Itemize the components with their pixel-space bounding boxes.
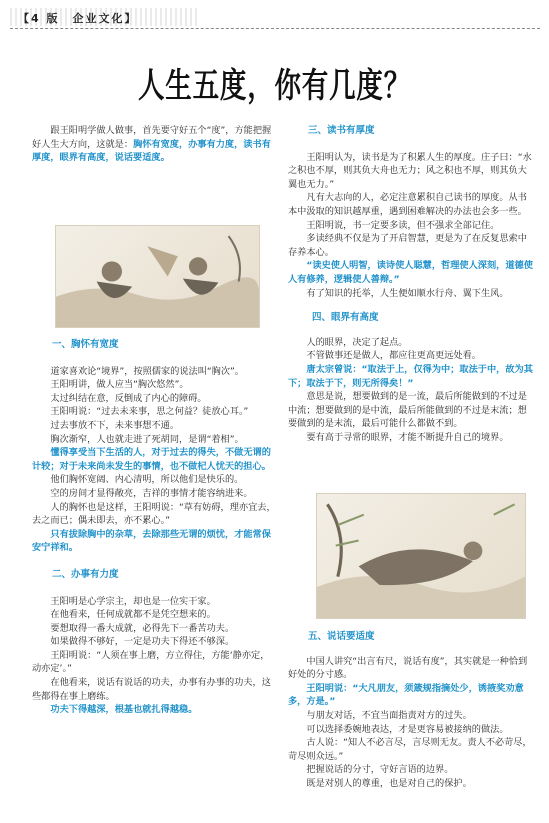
s3-paragraph: 多读经典不仅是为了开启智慧，更是为了在反复思索中存养本心。 bbox=[288, 233, 527, 258]
s4-paragraph: 意思是说，想要做到的是一流，最后所能做到的不过是中流；想要做到的是中流，最后所能做到的不过是末流；想要做到的是末流，最后可能什么都做不到。 bbox=[288, 391, 527, 430]
s1-paragraph: 王阳明讲，做人应当“胸次悠然”。 bbox=[50, 379, 189, 391]
section-1-title: 一、胸怀有宽度 bbox=[52, 339, 119, 350]
illustration-scholars bbox=[55, 225, 260, 328]
s1-paragraph: 他们胸怀宽阔、内心清明，所以他们是快乐的。 bbox=[50, 474, 244, 486]
left-column bbox=[32, 124, 278, 165]
s2-paragraph: 在他看来，任何成就都不是凭空想来的。 bbox=[50, 609, 216, 621]
s1-paragraph: 道家喜欢论“境界”，按照儒家的说法叫“胸次”。 bbox=[50, 365, 244, 377]
s2-paragraph: 要想取得一番大成就，必得先下一番苦功夫。 bbox=[50, 622, 235, 634]
intro-text: 跟王阳明学做人做事，首先要守好五个“度”，方能把握好人生大方向，这就是： bbox=[32, 125, 272, 150]
page-header bbox=[10, 8, 540, 28]
s4-highlight: 唐太宗曾说：“取法于上，仅得为中；取法于中，故为其下；取法于下，则无所得矣！” bbox=[288, 363, 533, 389]
s4-paragraph: 不管做事还是做人，都应往更高更远处看。 bbox=[306, 350, 481, 362]
s3-paragraph: 王阳明认为，读书是为了积累人生的厚度。庄子曰：“水之积也不厚，则其负大舟也无力；风之积也不厚，则其负大翼也无力。” bbox=[288, 151, 532, 190]
intro-paragraph bbox=[32, 124, 278, 165]
s5-paragraph: 既是对别人的尊重，也是对自己的保护。 bbox=[306, 777, 472, 789]
right-column-cont bbox=[288, 630, 536, 791]
right-column bbox=[288, 124, 536, 444]
article-title: 人生五度，你有几度？ bbox=[138, 66, 412, 106]
left-column-cont bbox=[32, 338, 278, 717]
s3-paragraph: 王阳明说，书一定要多读，但不强求全部记住。 bbox=[306, 219, 500, 231]
s2-paragraph: 如果做得不够好，一定是功夫下得还不够深。 bbox=[50, 636, 235, 648]
s5-paragraph: 可以选择委婉地表达，才是更容易被接纳的做法。 bbox=[306, 723, 509, 735]
s1-paragraph: 空的房间才显得敞亮，吉祥的事情才能容纳进来。 bbox=[50, 487, 253, 499]
s1-paragraph: 王阳明说：“过去未来事，思之何益？徒放心耳。” bbox=[50, 406, 249, 418]
s2-paragraph: 王阳明是心学宗主，却也是一位实干家。 bbox=[50, 595, 216, 607]
illustration-reclining-sage bbox=[316, 493, 526, 619]
s5-paragraph: 把握说话的分寸，守好言语的边界。 bbox=[306, 764, 454, 776]
s1-paragraph: 过去事放不下，未来事想不通。 bbox=[50, 419, 180, 431]
s2-highlight: 功夫下得越深，根基也就扎得越稳。 bbox=[50, 704, 198, 716]
s1-paragraph: 人的胸怀也是这样，王阳明说：“草有妨碍，理亦宜去，去之而已；偶未即去，亦不累心。” bbox=[32, 501, 276, 527]
s2-paragraph: 在他看来，说话有说话的功夫，办事有办事的功夫，这些都得在事上磨练。 bbox=[32, 677, 271, 702]
s1-highlight: 只有拔除胸中的杂草，去除那些无谓的烦忧，才能常保安宁祥和。 bbox=[32, 528, 271, 554]
intro-highlight: 胸怀有宽度，办事有力度，读书有厚度，眼界有高度，说话要适度。 bbox=[32, 138, 271, 164]
s2-paragraph: 王阳明说：“人须在事上磨，方立得住，方能‘静亦定，动亦定’。” bbox=[32, 649, 270, 675]
s3-paragraph: 有了知识的托举，人生便如顺水行舟、翼下生风。 bbox=[306, 287, 509, 299]
s1-paragraph: 胸次渐窄，人也就走进了死胡同，是谓“着相”。 bbox=[50, 433, 244, 445]
s3-highlight: “读史使人明智，读诗使人聪慧，哲理使人深刻，道德使人有修养，逻辑使人善辩。” bbox=[288, 260, 533, 285]
section-5-title: 五、说话要适度 bbox=[308, 631, 375, 642]
s4-paragraph: 要有高于寻常的眼界，才能不断提升自己的境界。 bbox=[306, 431, 509, 443]
section-tag: 【4 版 企业文化】 bbox=[18, 12, 138, 25]
section-3-title: 三、读书有厚度 bbox=[308, 125, 375, 136]
s5-paragraph: 与朋友对话，不宜当面指责对方的过失。 bbox=[306, 709, 472, 721]
s1-paragraph: 太过纠结在意，反倒成了内心的障碍。 bbox=[50, 392, 207, 404]
header-divider bbox=[10, 28, 540, 30]
s5-paragraph: 中国人讲究“出言有尺，说话有度”，其实就是一种恰到好处的分寸感。 bbox=[288, 655, 528, 681]
s5-highlight: 王阳明说：“大凡朋友，须箴规指摘处少，诱掖奖劝意多，方是。” bbox=[288, 682, 524, 708]
section-2-title: 二、办事有力度 bbox=[52, 568, 119, 580]
s3-paragraph: 凡有大志向的人，必定注意累积自己读书的厚度。从书本中汲取的知识越厚重，遇到困难解决的办法也会多一些。 bbox=[288, 192, 527, 217]
s1-highlight: 懂得享受当下生活的人，对于过去的得失，不做无谓的计较；对于未来尚未发生的事情，也不做杞人忧天的担心。 bbox=[32, 447, 271, 472]
s5-paragraph: 古人说：“知人不必言尽，言尽则无友。责人不必苛尽，苛尽则众远。” bbox=[288, 737, 532, 762]
section-4-title: 四、眼界有高度 bbox=[312, 312, 379, 324]
s4-paragraph: 人的眼界，决定了起点。 bbox=[306, 336, 408, 348]
